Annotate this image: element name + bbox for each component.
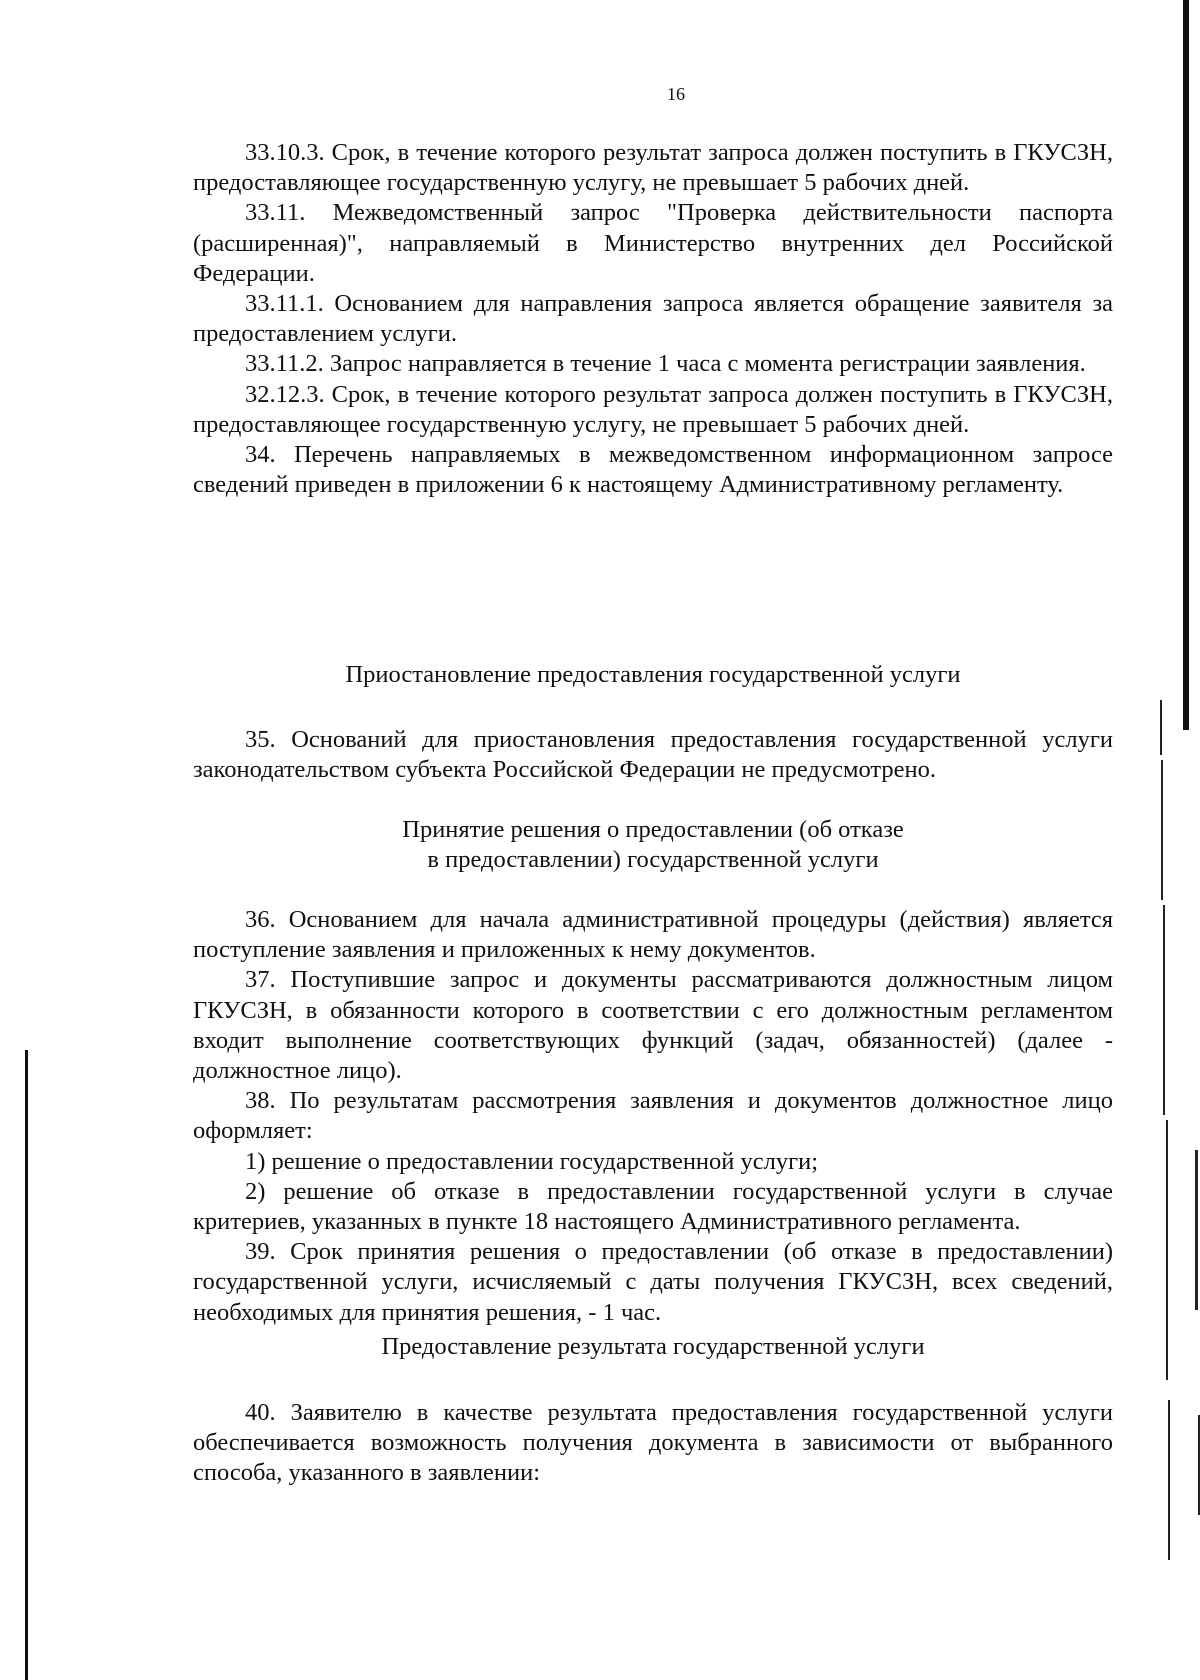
section-heading-suspension: Приостановление предоставления государственной услуги	[345, 661, 961, 688]
scan-artifact	[1163, 905, 1165, 1115]
paragraph-35: 35. Оснований для приостановления предоставления государственной услуги законодательством субъекта Российской Федерации не предусмотрено.	[193, 726, 1113, 784]
section-heading-decision-line-1: Принятие решения о предоставлении (об отказе	[402, 816, 904, 843]
scan-artifact	[1168, 1400, 1170, 1560]
paragraph-33-10-3: 33.10.3. Срок, в течение которого результат запроса должен поступить в ГКУСЗН, предоставляющее государственную услугу, не превышает 5 рабочих дней.	[193, 139, 1113, 197]
paragraph-38: 38. По результатам рассмотрения заявления и документов должностное лицо оформляет:	[193, 1087, 1113, 1145]
paragraph-32-12-3: 32.12.3. Срок, в течение которого результат запроса должен поступить в ГКУСЗН, предоставляющее государственную услугу, не превышает 5 рабочих дней.	[193, 380, 1113, 438]
paragraph-37: 37. Поступившие запрос и документы рассматриваются должностным лицом ГКУСЗН, в обязанности которого в соответствии с его должностным регламентом входит выполнение соответствующих функций (задач, обязанностей) (далее - должностное лицо).	[193, 966, 1113, 1085]
list-item-2: 2) решение об отказе в предоставлении государственной услуги в случае критериев, указанных в пункте 18 настоящего Административного регламента.	[193, 1177, 1113, 1236]
paragraph-33-11-1: 33.11.1. Основанием для направления запроса является обращение заявителя за предоставлением услуги.	[193, 290, 1113, 348]
scan-edge-right	[1183, 0, 1189, 730]
paragraph-39: 39. Срок принятия решения о предоставлении (об отказе в предоставлении) государственной услуги, исчисляемый с даты получения ГКУСЗН, всех сведений, необходимых для принятия решения, - 1 час.	[193, 1238, 1113, 1326]
text-block-decision	[193, 905, 1113, 1328]
scan-artifact	[1195, 1150, 1198, 1310]
scan-artifact	[1166, 1120, 1168, 1380]
section-heading-decision-line-2: в предоставлении) государственной услуги	[427, 846, 879, 873]
paragraph-33-11-2: 33.11.2. Запрос направляется в течение 1 часа с момента регистрации заявления.	[245, 350, 1086, 378]
paragraph-33-11: 33.11. Межведомственный запрос "Проверка действительности паспорта (расширенная)", направляемый в Министерство внутренних дел Российской Федерации.	[193, 199, 1113, 287]
list-item-1: 1) решение о предоставлении государственной услуги;	[245, 1147, 819, 1175]
paragraph-34: 34. Перечень направляемых в межведомственном информационном запросе сведений приведен в приложении 6 к настоящему Административному регламенту.	[193, 441, 1113, 499]
section-heading-result: Предоставление результата государственной услуги	[381, 1333, 925, 1360]
text-block-40	[193, 1398, 1113, 1489]
page-number: 16	[667, 84, 685, 104]
text-block-35	[193, 725, 1113, 785]
scan-artifact	[1160, 700, 1162, 755]
paragraph-36: 36. Основанием для начала административной процедуры (действия) является поступление заявления и приложенных к нему документов.	[193, 906, 1113, 964]
paragraph-40: 40. Заявителю в качестве результата предоставления государственной услуги обеспечивается возможность получения документа в зависимости от выбранного способа, указанного в заявлении:	[193, 1399, 1113, 1487]
scan-edge-left	[25, 1050, 28, 1680]
text-block-intro	[193, 138, 1113, 500]
scan-artifact	[1161, 760, 1163, 900]
